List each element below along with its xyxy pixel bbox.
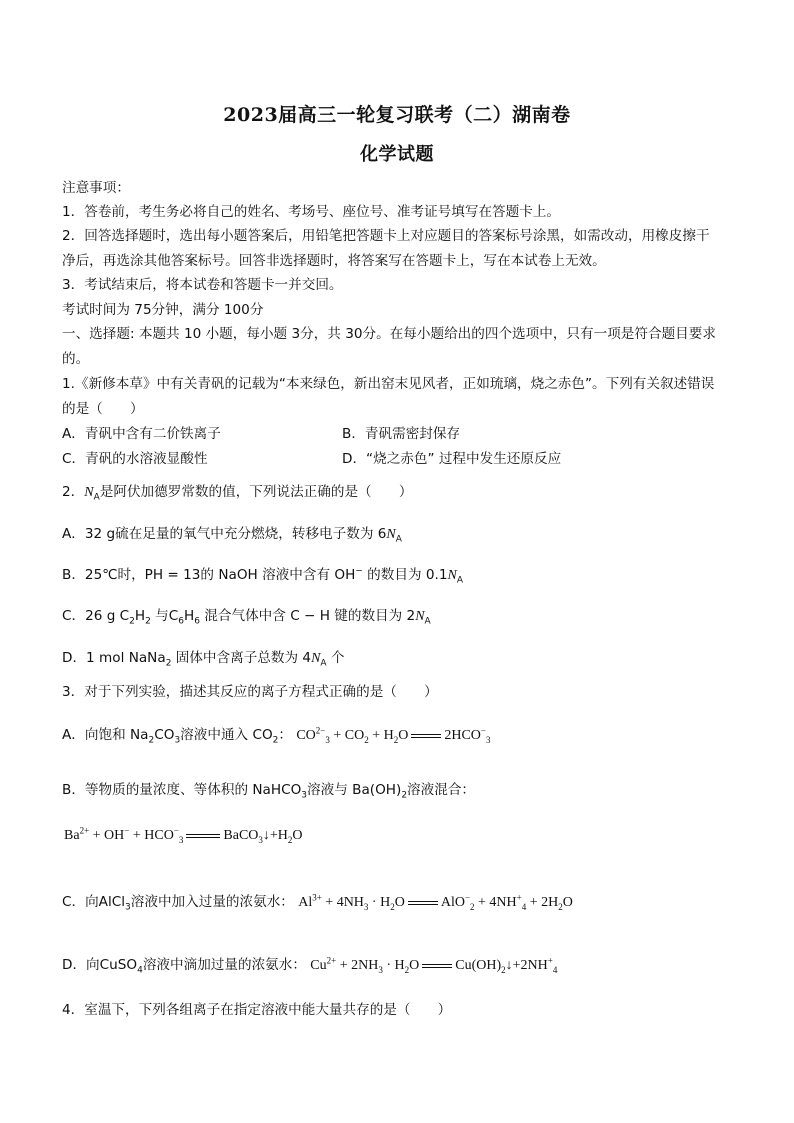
equation-sign: [411, 734, 441, 738]
notice-item-2: 2．回答选择题时，选出每小题答案后，用铅笔把答题卡上对应题目的答案标号涂黑，如需改动，用橡皮擦干: [62, 228, 710, 244]
q3-option-c: C．向AlCl$_3$溶液中加入过量的浓氨水： $Al^{3+} + 4NH_3 \cdot H_2O$ $AlO^-_2 + 4NH^+_4 + 2H_2O$: [62, 892, 573, 913]
q1-stem-cont: 的是（ ）: [62, 401, 144, 417]
q3-option-b-equation: $Ba^{2+} + OH^- + HCO^-_3$ $BaCO_3↓+H_2O$: [64, 825, 303, 845]
q1-option-c: C．青矾的水溶液显酸性: [62, 451, 208, 467]
q2-stem: 2．$N_A$是阿伏加德罗常数的值，下列说法正确的是（ ）: [62, 484, 413, 503]
equation-sign: [408, 901, 438, 905]
q2-option-d: D．1 mol NaNa$_2$ 固体中含离子总数为 $4N_A$ 个: [62, 650, 345, 669]
section-intro-cont: 的。: [62, 351, 90, 367]
section-intro: 一、选择题: 本题共 10 小题，每小题 3分，共 30分。在每小题给出的四个选项中，只有一项是符合题目要求: [62, 326, 716, 342]
q2-option-c: C．26 g $C_2H_2$ 与$C_6H_6$ 混合气体中含 C − H 键的数目为 $2N_A$: [62, 608, 431, 627]
q3-option-d: D．向CuSO$_4$溶液中滴加过量的浓氨水： $Cu^{2+} + 2NH_3 \cdot H_2O$ $Cu(OH)_2↓+2NH^+_4$: [62, 955, 558, 976]
q1-stem: 1.《新修本草》中有关青矾的记载为“本来绿色，新出窑末见风者，正如琉璃，烧之赤色”。下列有关叙述错误: [62, 376, 715, 392]
q1-option-d: D．“烧之赤色” 过程中发生还原反应: [342, 451, 562, 467]
notice-item-2-cont: 净后，再选涂其他答案标号。回答非选择题时，将答案写在答题卡上，写在本试卷上无效。: [62, 253, 606, 269]
exam-time: 考试时间为 75分钟，满分 100分: [62, 302, 264, 318]
notice-item-1: 1．答卷前，考生务必将自己的姓名、考场号、座位号、准考证号填写在答题卡上。: [62, 204, 561, 220]
equation-sign: [186, 834, 220, 838]
q4-stem: 4．室温下，下列各组离子在指定溶液中能大量共存的是（ ）: [62, 1002, 452, 1018]
q2-option-b: B．25℃时，PH = 13的 NaOH 溶液中含有 OH− 的数目为 $0.1N_A$: [62, 566, 463, 586]
q3-option-a: A．向饱和 $Na_2CO_3$溶液中通入 $CO_2$： $CO^{2-}_3 + CO_2 + H_2O$ $2HCO^-_3$: [62, 725, 491, 746]
notice-heading: 注意事项：: [62, 180, 130, 196]
q1-option-a: A．青矾中含有二价铁离子: [62, 426, 221, 442]
equation-sign: [422, 964, 452, 968]
q3-stem: 3．对于下列实验，描述其反应的离子方程式正确的是（ ）: [62, 684, 438, 700]
exam-title: 2023届高三一轮复习联考（二）湖南卷: [223, 104, 571, 126]
q3-option-b: B．等物质的量浓度、等体积的 NaHCO$_3$溶液与 $Ba(OH)_2$溶液混合：: [62, 782, 476, 801]
exam-subtitle: 化学试题: [360, 144, 434, 165]
notice-item-3: 3．考试结束后，将本试卷和答题卡一并交回。: [62, 277, 343, 293]
q1-option-b: B．青矾需密封保存: [342, 426, 461, 442]
q2-option-a: A．32 g硫在足量的氧气中充分燃烧，转移电子数为 $6N_A$: [62, 526, 402, 545]
